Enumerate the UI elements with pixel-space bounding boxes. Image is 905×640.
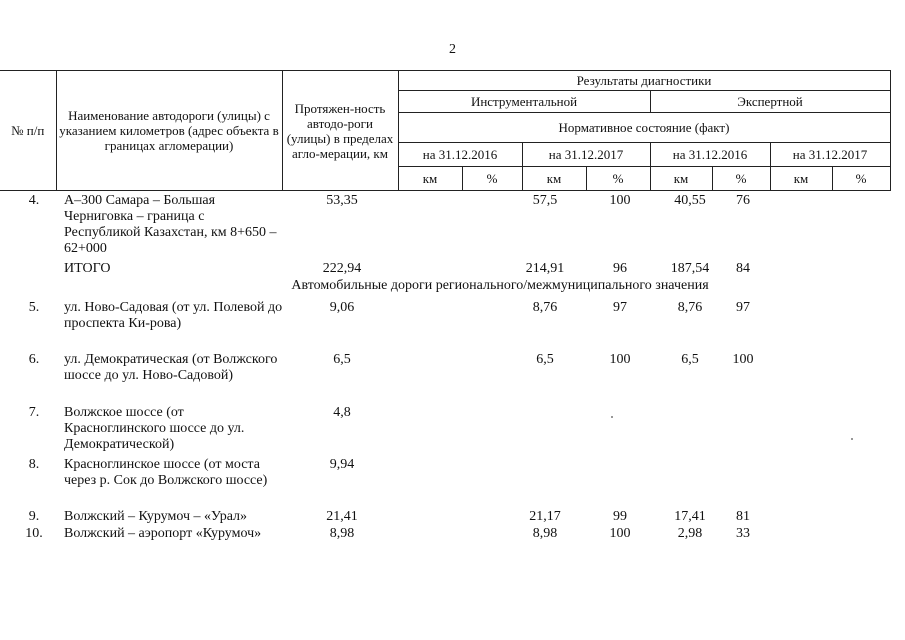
page-number: 2 [449, 42, 456, 57]
road-name: Красноглинское шоссе (от моста через р. Сок до Волжского шоссе) [64, 457, 268, 488]
row-number: 8. [28, 457, 40, 472]
header-unit-km: км [522, 167, 586, 191]
row-number: 5. [28, 300, 40, 315]
instrumental-pct: 99 [613, 509, 627, 524]
expert-km: 2,98 [677, 526, 703, 541]
row-number: 9. [28, 509, 40, 524]
expert-pct: 100 [732, 352, 754, 367]
scan-speck [611, 416, 613, 418]
header-unit-pct: % [712, 167, 770, 191]
header-expert: Экспертной [650, 91, 890, 113]
header-date: на 31.12.2016 [650, 143, 770, 167]
section-title: Автомобильные дороги регионального/межмуниципального значения [291, 278, 709, 293]
road-name: ул. Ново-Садовая (от ул. Полевой до проспекта Ки-рова) [64, 300, 283, 331]
expert-km: 187,54 [670, 261, 710, 276]
road-name: ул. Демократическая (от Волжского шоссе до ул. Ново-Садовой) [64, 352, 278, 383]
expert-pct: 84 [736, 261, 750, 276]
header-date: на 31.12.2016 [398, 143, 522, 167]
instrumental-pct: 100 [609, 352, 631, 367]
header-unit-km: км [398, 167, 462, 191]
header-unit-pct: % [832, 167, 890, 191]
header-num: № п/п [0, 71, 56, 191]
road-length: 222,94 [322, 261, 362, 276]
expert-km: 8,76 [677, 300, 703, 315]
scan-speck [851, 438, 853, 440]
row-number: 7. [28, 405, 40, 420]
road-name: Волжский – аэропорт «Курумоч» [64, 526, 262, 541]
header-unit-km: км [650, 167, 712, 191]
road-name: А–300 Самара – Большая Черниговка – граница с Республикой Казахстан, км 8+650 – 62+000 [64, 193, 277, 256]
expert-km: 17,41 [674, 509, 706, 524]
instrumental-km: 21,17 [529, 509, 561, 524]
header-length: Протяжен-ность автодо-роги (улицы) в пределах агло-мерации, км [282, 71, 398, 191]
expert-km: 6,5 [681, 352, 699, 367]
row-number: 10. [25, 526, 43, 541]
total-label: ИТОГО [64, 261, 111, 276]
expert-km: 40,55 [674, 193, 706, 208]
instrumental-km: 8,76 [532, 300, 558, 315]
header-unit-pct: % [586, 167, 650, 191]
results-table-header [0, 70, 891, 191]
header-results: Результаты диагностики [398, 71, 890, 91]
instrumental-pct: 97 [613, 300, 627, 315]
expert-pct: 97 [736, 300, 750, 315]
expert-pct: 33 [736, 526, 750, 541]
expert-pct: 81 [736, 509, 750, 524]
header-unit-km: км [770, 167, 832, 191]
header-date: на 31.12.2017 [522, 143, 650, 167]
header-instrumental: Инструментальной [398, 91, 650, 113]
road-length: 4,8 [333, 405, 351, 420]
instrumental-pct: 100 [609, 193, 631, 208]
instrumental-pct: 96 [613, 261, 627, 276]
header-unit-pct: % [462, 167, 522, 191]
road-length: 6,5 [333, 352, 351, 367]
header-date: на 31.12.2017 [770, 143, 890, 167]
header-road-name: Наименование автодороги (улицы) с указанием километров (адрес объекта в границах агломерации) [56, 71, 282, 191]
instrumental-pct: 100 [609, 526, 631, 541]
expert-pct: 76 [736, 193, 750, 208]
instrumental-km: 6,5 [536, 352, 554, 367]
road-length: 9,94 [329, 457, 355, 472]
road-length: 21,41 [326, 509, 358, 524]
road-name: Волжское шоссе (от Красноглинского шоссе до ул. Демократической) [64, 405, 245, 452]
row-number: 6. [28, 352, 40, 367]
instrumental-km: 8,98 [532, 526, 558, 541]
road-length: 8,98 [329, 526, 355, 541]
road-name: Волжский – Курумоч – «Урал» [64, 509, 248, 524]
header-normative: Нормативное состояние (факт) [398, 113, 890, 143]
road-length: 9,06 [329, 300, 355, 315]
row-number: 4. [28, 193, 40, 208]
instrumental-km: 214,91 [525, 261, 565, 276]
road-length: 53,35 [326, 193, 358, 208]
instrumental-km: 57,5 [532, 193, 558, 208]
